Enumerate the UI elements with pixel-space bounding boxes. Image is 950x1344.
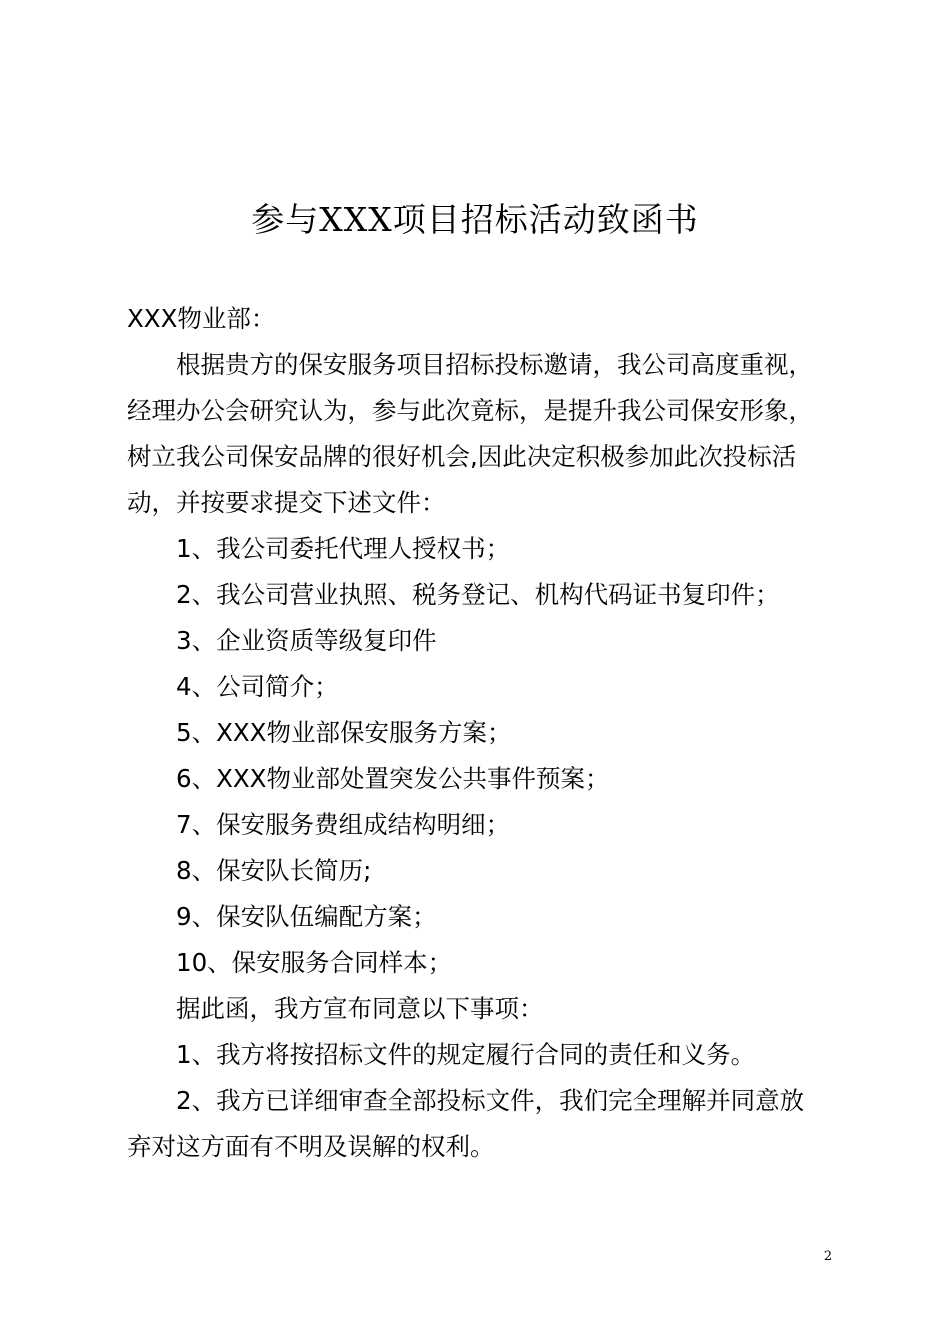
agreement-item-2-line-2: 弃对这方面有不明及误解的权利。 bbox=[127, 1132, 495, 1161]
page-number: 2 bbox=[823, 1249, 833, 1264]
agreement-intro: 据此函，我方宣布同意以下事项： bbox=[176, 994, 544, 1023]
list-item: 7、保安服务费组成结构明细； bbox=[176, 810, 511, 839]
document-body bbox=[127, 296, 833, 1170]
list-item: 5、XXX物业部保安服务方案； bbox=[176, 718, 512, 747]
list-item: 9、保安队伍编配方案； bbox=[176, 902, 437, 931]
salutation: XXX物业部： bbox=[127, 304, 276, 333]
list-item: 1、我公司委托代理人授权书； bbox=[176, 534, 511, 563]
list-item: 8、保安队长简历; bbox=[176, 856, 372, 885]
agreement-item-1: 1、我方将按招标文件的规定履行合同的责任和义务。 bbox=[176, 1040, 756, 1069]
intro-line-2: 经理办公会研究认为，参与此次竟标，是提升我公司保安形象， bbox=[127, 396, 813, 425]
list-item: 3、企业资质等级复印件 bbox=[176, 626, 437, 655]
agreement-item-2-line-1: 2、我方已详细审查全部投标文件，我们完全理解并同意放 bbox=[176, 1086, 805, 1115]
intro-line-1: 根据贵方的保安服务项目招标投标邀请，我公司高度重视， bbox=[176, 350, 813, 379]
list-item: 10、保安服务合同样本； bbox=[176, 948, 453, 977]
list-item: 4、公司简介； bbox=[176, 672, 339, 701]
intro-line-3: 树立我公司保安品牌的很好机会,因此决定积极参加此次投标活 bbox=[127, 442, 797, 471]
intro-line-4: 动，并按要求提交下述文件： bbox=[127, 488, 446, 517]
document-title: 参与XXX项目招标活动致函书 bbox=[251, 200, 699, 239]
list-item: 2、我公司营业执照、税务登记、机构代码证书复印件； bbox=[176, 580, 780, 609]
list-item: 6、XXX物业部处置突发公共事件预案； bbox=[176, 764, 610, 793]
